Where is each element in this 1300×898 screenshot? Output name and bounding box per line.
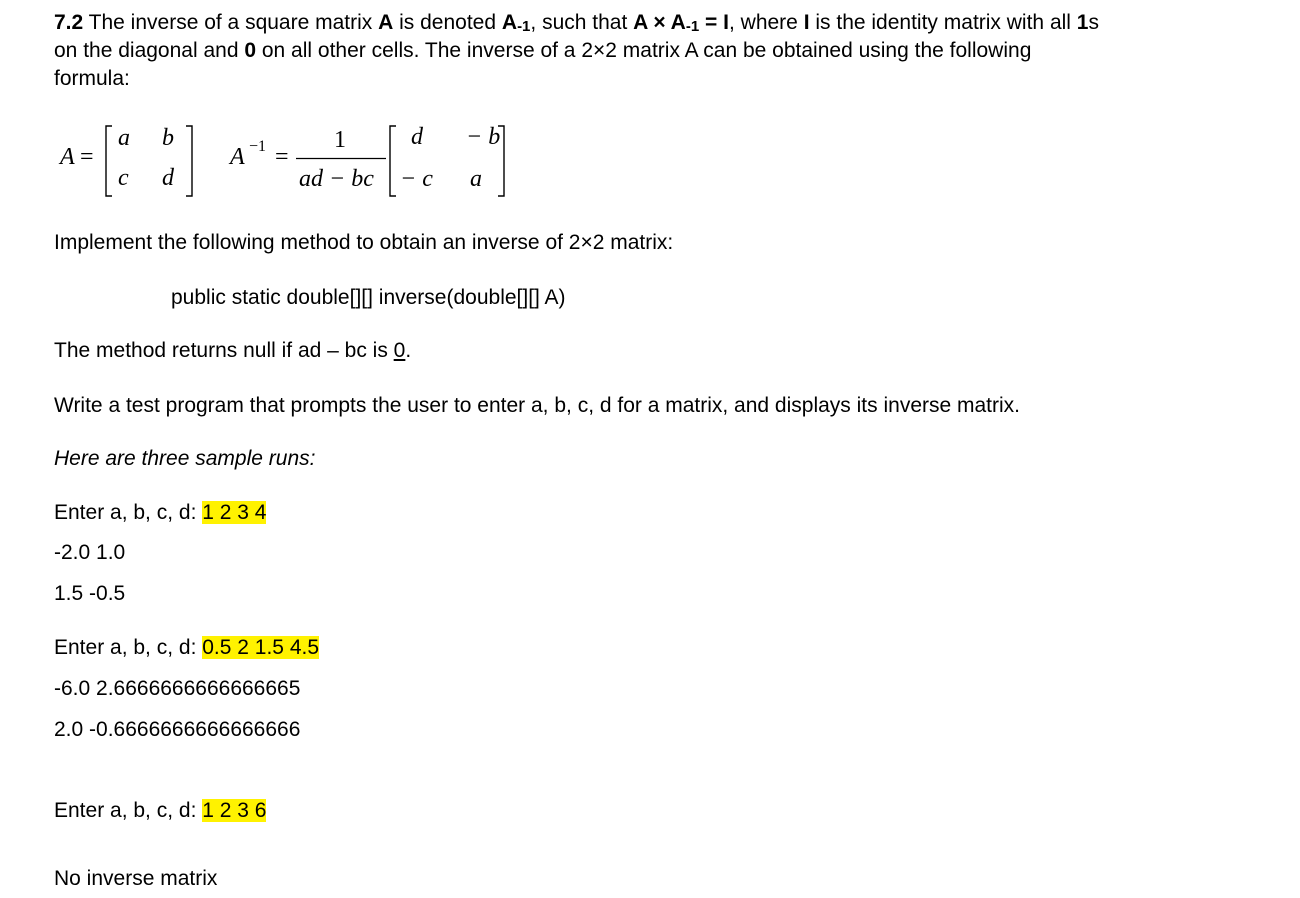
test-program-text: Write a test program that prompts the user to enter a, b, c, d for a matrix, and displays its inverse matrix. [54,394,1020,417]
run-1-prompt: Enter a, b, c, d: 1 2 3 4 [54,501,267,524]
formula-equals-2: = [275,144,289,170]
problem-line-1: 7.2 The inverse of a square matrix A is denoted A-1, such that A × A-1 = I, where I is the identity matrix with all 1s [54,11,1099,35]
fraction-denominator: ad − bc [299,166,374,192]
matrix-inv-a: a [470,166,482,192]
matrix-inv-d: d [411,124,423,150]
formula-inv-sup: −1 [249,138,267,155]
matrix-A-d: d [162,165,174,191]
fraction-bar [296,157,388,161]
implement-text: Implement the following method to obtain an inverse of 2×2 matrix: [54,231,674,254]
matrix-A-a: a [118,125,130,151]
run-2-prompt: Enter a, b, c, d: 0.5 2 1.5 4.5 [54,636,320,659]
matrix-inv-neg-b: − b [466,124,501,150]
run-2-input: 0.5 2 1.5 4.5 [202,636,320,659]
formula-equals: = [80,144,94,170]
run-2-output-row-1: -6.0 2.6666666666666665 [54,677,301,700]
matrix-inv-neg-c: − c [400,166,433,192]
fraction-numerator: 1 [334,127,346,153]
null-return-text: The method returns null if ad – bc is 0. [54,339,412,362]
run-1-output-row-1: -2.0 1.0 [54,541,126,564]
problem-line-2: on the diagonal and 0 on all other cells. The inverse of a 2×2 matrix A can be obtained using the following [54,39,1032,62]
run-1-input: 1 2 3 4 [202,501,267,524]
run-3-prompt: Enter a, b, c, d: 1 2 3 6 [54,799,267,822]
run-3-input: 1 2 3 6 [202,799,267,822]
problem-line-3: formula: [54,67,130,90]
sample-runs-heading: Here are three sample runs: [54,447,316,470]
run-2-output-row-2: 2.0 -0.6666666666666666 [54,718,301,741]
formula-lhs-A: A [60,144,75,170]
method-signature: public static double[][] inverse(double[][] A) [171,286,566,309]
formula-inv-A: A [230,144,245,170]
run-3-output: No inverse matrix [54,867,218,890]
matrix-A-c: c [118,165,129,191]
matrix-A-b: b [162,125,174,151]
run-1-output-row-2: 1.5 -0.5 [54,582,126,605]
problem-number: 7.2 [54,11,84,34]
